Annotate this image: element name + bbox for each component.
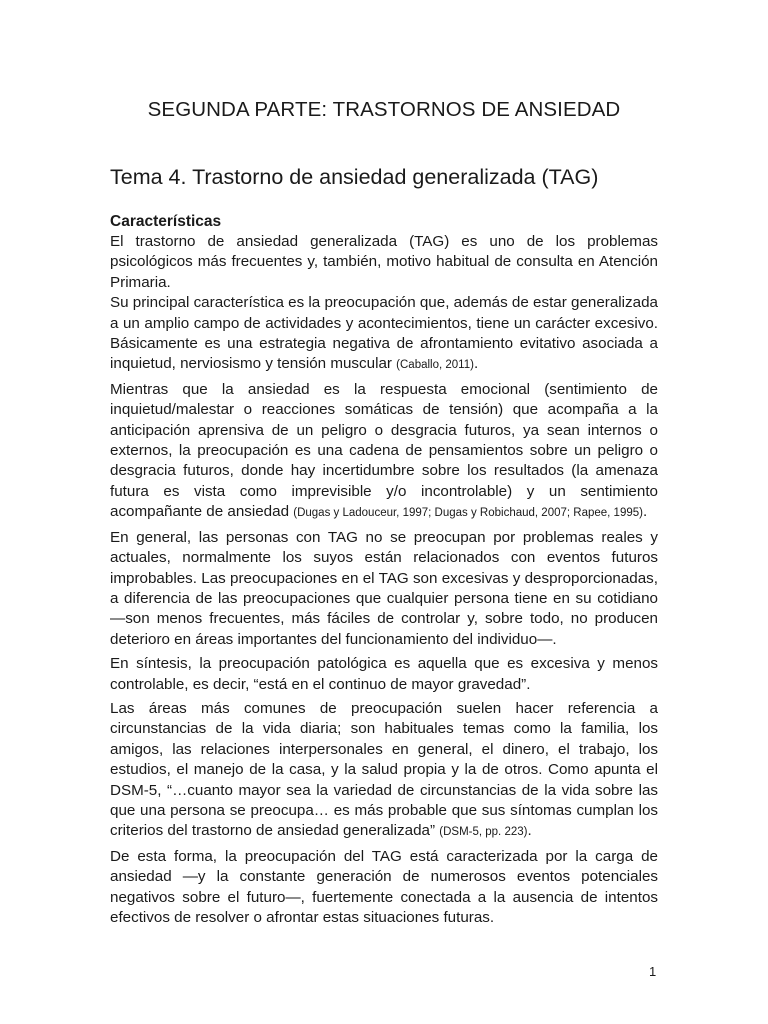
part-title: SEGUNDA PARTE: TRASTORNOS DE ANSIEDAD: [147, 98, 621, 121]
paragraph-text: El trastorno de ansiedad generalizada (TAG) es uno de los problemas psicológicos más frecuentes y, también, motivo habitual de consulta en Atención Primaria.: [110, 233, 658, 291]
paragraph-text: Su principal característica es la preocupación que, además de estar generalizada a un amplio campo de actividades y acontecimientos, tiene un carácter excesivo. Básicamente es una estrategia negativa de afrontamiento evitativo asociada a inquietud, nerviosismo y tensión muscular: [110, 294, 658, 373]
citation: (Caballo, 2011): [396, 359, 474, 372]
paragraph: [110, 847, 658, 929]
paragraph-text: Mientras que la ansiedad es la respuesta emocional (sentimiento de inquietud/malestar o reacciones somáticas de tensión) que acompaña a la anticipación aprensiva de un peligro o desgracia futuros, ya sean internos o externos, la preocupación es una cadena de pensamientos sobre un peligro o desgracia futuros, donde hay incertidumbre sobre los resultados (la amenaza futura es vista como imprevisible y/o incontrolable) y un sentimiento acompañante de ansiedad: [110, 380, 658, 521]
page-number: 1: [649, 964, 657, 979]
document-body: [110, 212, 658, 932]
paragraph-text: En síntesis, la preocupación patológica es aquella que es excesiva y menos controlable, es decir, “está en el continuo de mayor gravedad”.: [110, 655, 658, 693]
paragraph-text: Las áreas más comunes de preocupación suelen hacer referencia a circunstancias de la vida diaria; son habituales temas como la familia, los amigos, las relaciones interpersonales en general, el dinero, el trabajo, los estudios, el manejo de la casa, y la salud propia y la de otros. Como apunta el DSM-5, “…cuanto mayor sea la variedad de circunstancias de la vida sobre las que una persona se preocupa… es más probable que sus síntomas cumplan los criterios del trastorno de ansiedad generalizada”: [110, 699, 658, 840]
section-title: Características: [110, 213, 222, 230]
paragraph-end: .: [527, 822, 532, 840]
paragraph: [110, 293, 658, 376]
paragraph: [110, 654, 658, 695]
citation: (Dugas y Ladouceur, 1997; Dugas y Robichaud, 2007; Rapee, 1995): [293, 507, 643, 520]
paragraph-text: De esta forma, la preocupación del TAG está caracterizada por la carga de ansiedad —y la constante generación de numerosos eventos potenciales negativos sobre el futuro—, fuertemente conectada a la ausencia de intentos efectivos de resolver o afrontar estas situaciones futuras.: [110, 847, 658, 926]
paragraph: [110, 380, 658, 524]
paragraph: [110, 699, 658, 843]
paragraph: [110, 528, 658, 650]
citation: (DSM-5, pp. 223): [439, 826, 528, 839]
paragraph: [110, 232, 658, 293]
chapter-title: Tema 4. Trastorno de ansiedad generalizada (TAG): [110, 165, 599, 189]
paragraph-end: .: [473, 355, 479, 373]
paragraph-end: .: [642, 503, 648, 521]
paragraph-text: En general, las personas con TAG no se preocupan por problemas reales y actuales, normalmente los suyos están relacionados con eventos futuros improbables. Las preocupaciones en el TAG son excesivas y desproporcionadas, a diferencia de las preocupaciones que cualquier persona tiene en su cotidiano —son menos frecuentes, más fáciles de controlar y, sobre todo, no producen deterioro en áreas importantes del funcionamiento del individuo—.: [110, 528, 658, 648]
